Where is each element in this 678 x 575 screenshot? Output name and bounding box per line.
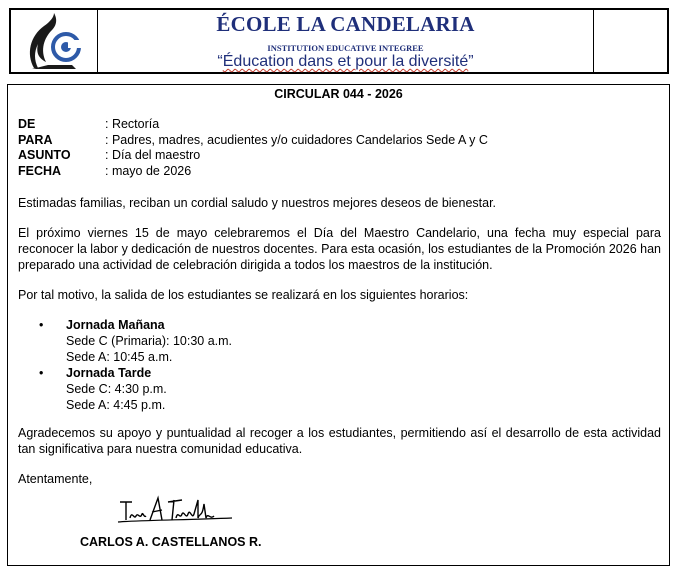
shift-time: Sede C: 4:30 p.m. <box>66 382 167 396</box>
meta-value: : Día del maestro <box>105 148 201 162</box>
schedule-intro-paragraph: Por tal motivo, la salida de los estudiantes se realizará en los siguientes horarios: <box>18 288 469 302</box>
handwritten-signature <box>114 490 234 526</box>
schedule-list <box>39 317 232 413</box>
candelaria-logo-icon <box>24 12 84 70</box>
meta-key: ASUNTO <box>18 148 71 162</box>
closing-text: Atentamente, <box>18 472 93 486</box>
motto-close-quote: ” <box>468 53 474 70</box>
meta-value: : Padres, madres, acudientes y/o cuidadores Candelarios Sede A y C <box>105 132 488 147</box>
circular-meta <box>18 117 488 179</box>
school-header-cell <box>98 10 594 72</box>
meta-row-asunto <box>18 148 488 164</box>
thanks-paragraph: Agradecemos su apoyo y puntualidad al recoger a los estudiantes, permitiendo así el desarrollo de esta actividad tan significativa para nuestra comunidad educativa. <box>18 426 661 456</box>
shift-time: Sede A: 4:45 p.m. <box>66 398 166 412</box>
meta-key: FECHA <box>18 163 62 178</box>
school-motto <box>98 53 593 71</box>
announcement-paragraph: El próximo viernes 15 de mayo celebraremos el Día del Maestro Candelario, una fecha muy especial para reconocer la labor y dedicación de nuestros docentes. Para esta ocasión, los estudiantes de la Promoción 2026 han preparado una actividad de celebración dirigida a todos los maestros de la institución. <box>18 226 661 272</box>
list-item <box>39 365 232 413</box>
meta-row-de <box>18 117 488 133</box>
shift-time: Sede C (Primaria): 10:30 a.m. <box>66 334 233 348</box>
meta-value: : Rectoría <box>105 117 160 131</box>
shift-title: Jornada Mañana <box>66 318 165 332</box>
meta-key: DE <box>18 117 36 131</box>
greeting-paragraph: Estimadas familias, reciban un cordial saludo y nuestros mejores deseos de bienestar. <box>18 196 497 210</box>
meta-value: : mayo de 2026 <box>105 163 192 178</box>
circular-title: CIRCULAR 044 - 2026 <box>274 87 403 101</box>
shift-time: Sede A: 10:45 a.m. <box>66 350 173 364</box>
list-item <box>39 317 232 365</box>
bullet-icon: • <box>39 366 44 380</box>
header-empty-cell <box>594 10 667 72</box>
meta-row-fecha <box>18 164 488 180</box>
meta-key: PARA <box>18 132 53 147</box>
document-header <box>9 8 669 74</box>
logo-cell <box>11 10 98 72</box>
circular-body <box>7 84 670 566</box>
shift-title: Jornada Tarde <box>66 366 152 380</box>
institution-label: INSTITUTION EDUCATIVE INTEGREE <box>267 43 424 53</box>
signer-name: CARLOS A. CASTELLANOS R. <box>80 535 262 549</box>
motto-open-quote: “ <box>217 53 223 70</box>
motto-text: Éducation dans et pour la diversité <box>222 53 469 70</box>
school-name: ÉCOLE LA CANDELARIA <box>216 12 475 36</box>
bullet-icon: • <box>39 318 44 332</box>
meta-row-para <box>18 133 488 149</box>
